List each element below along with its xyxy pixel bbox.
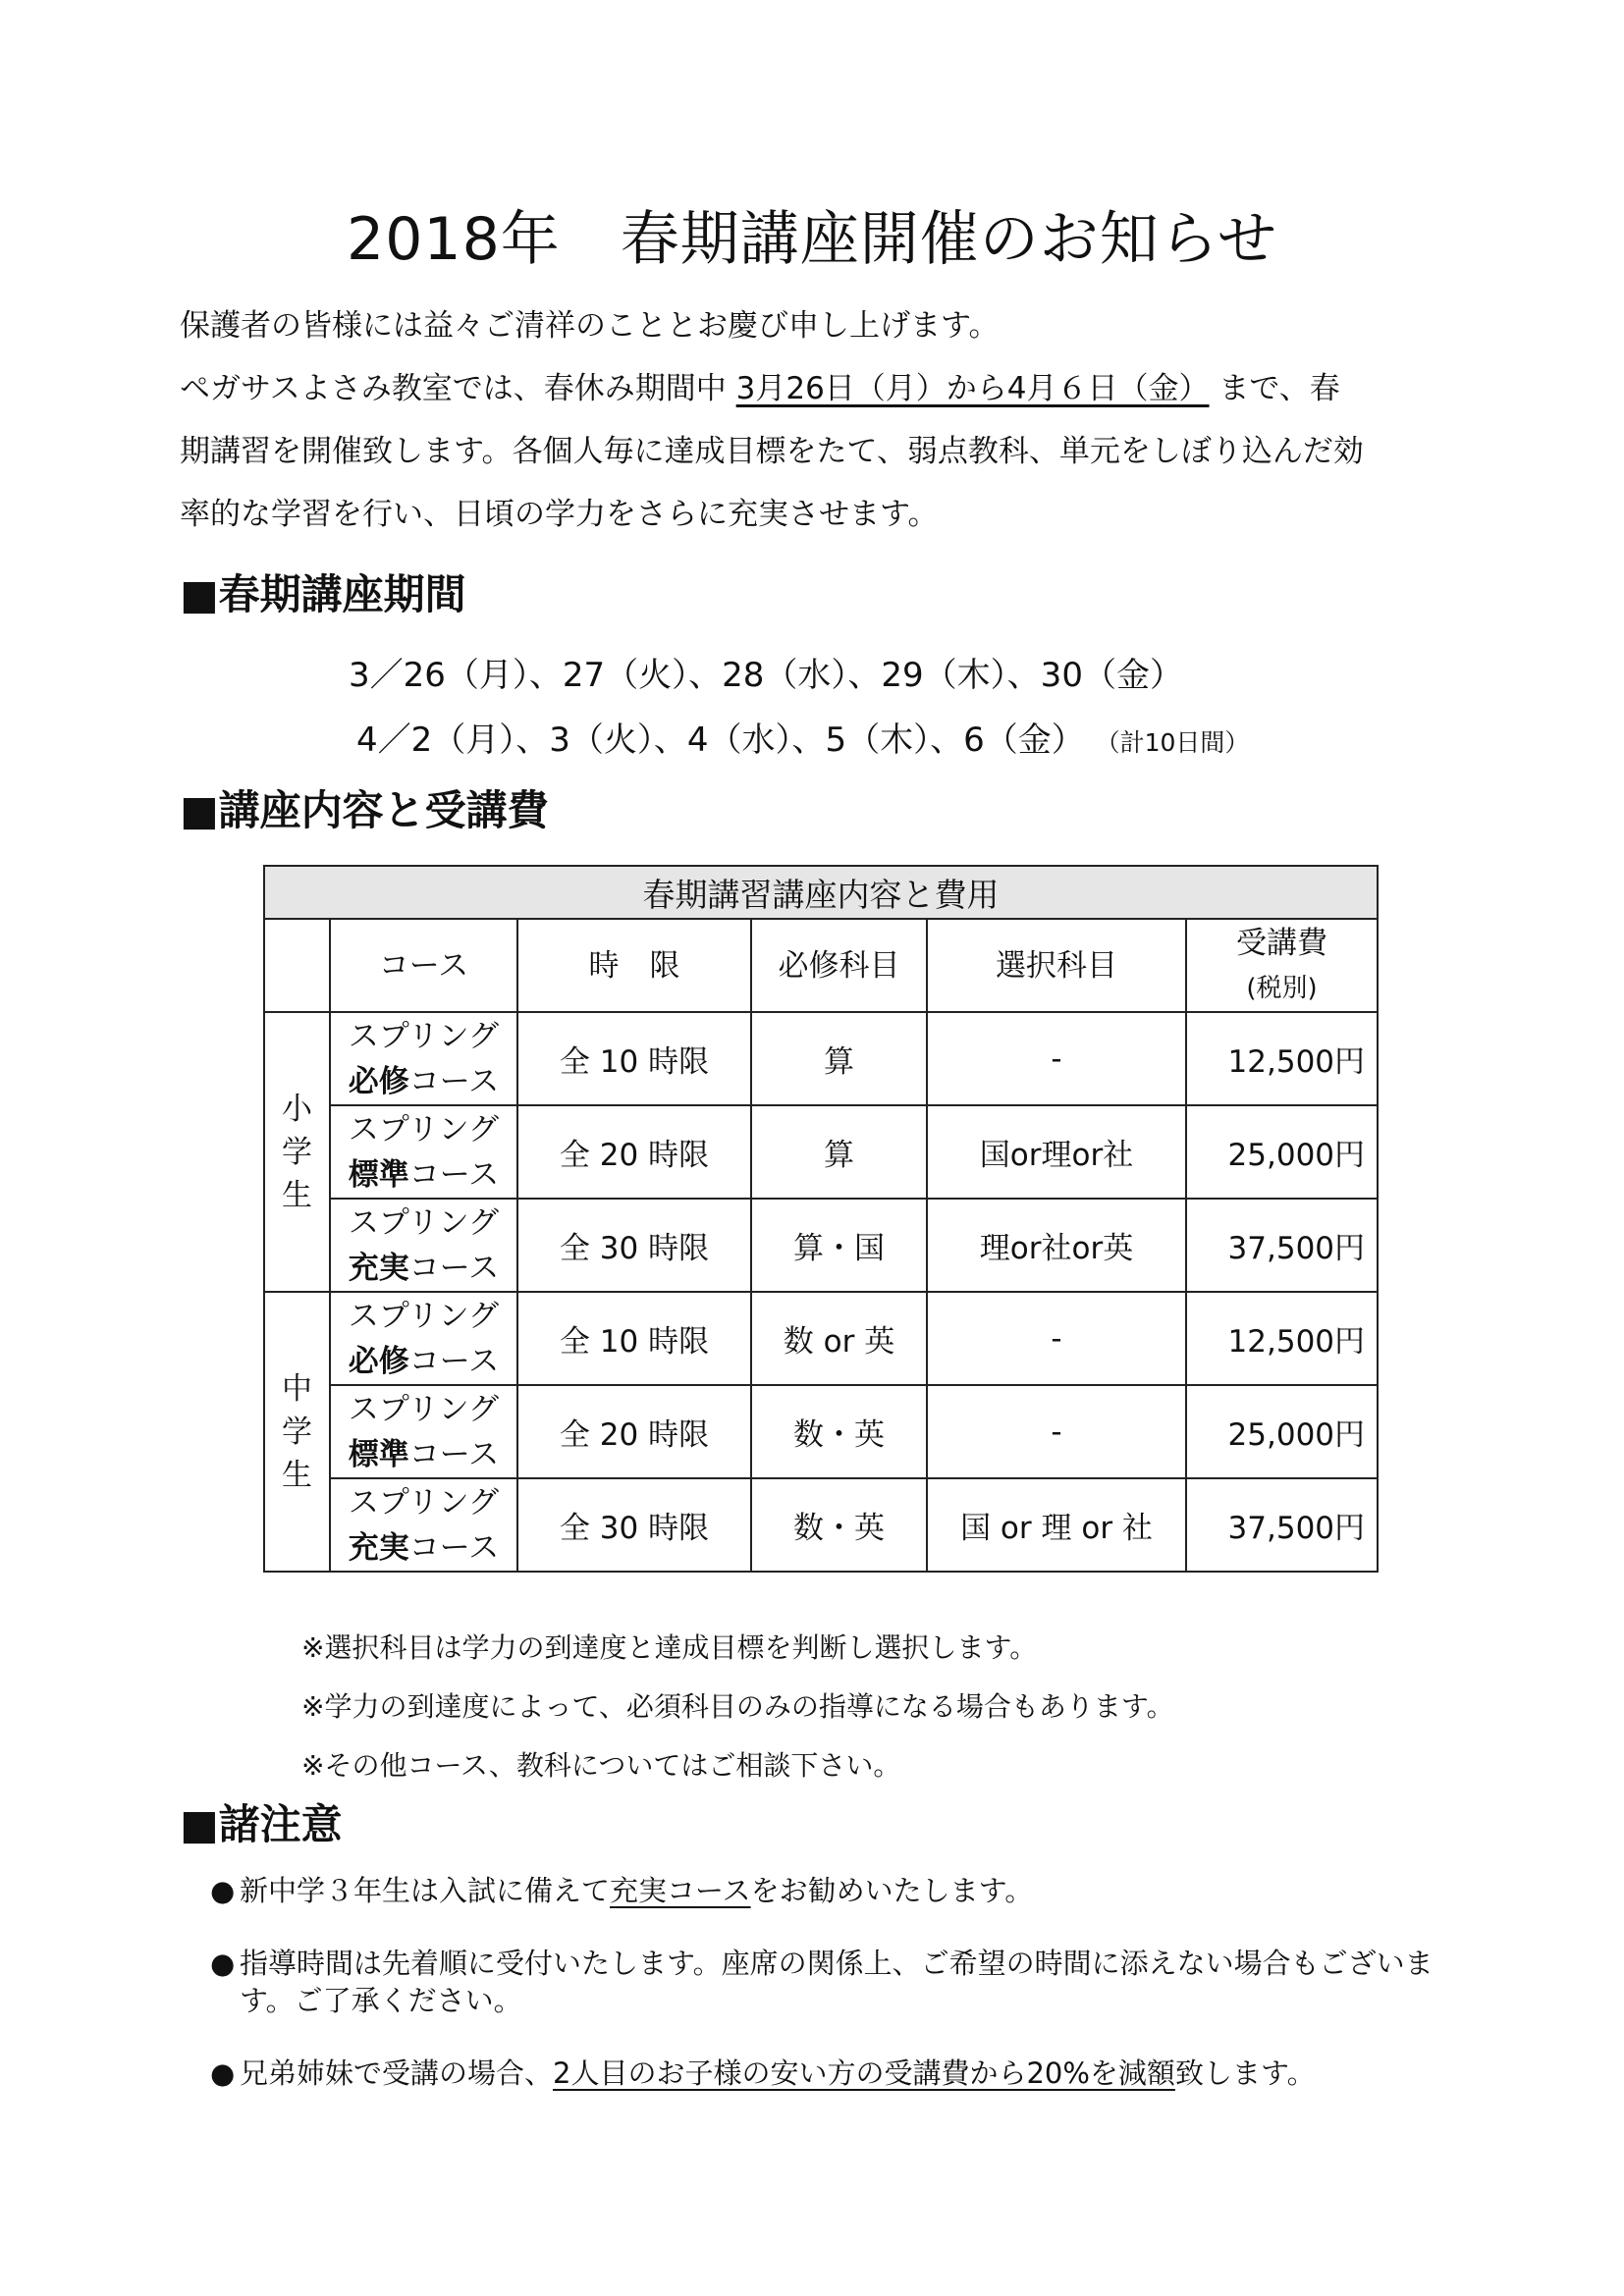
fee-cell: 12,500円 [1186,1292,1378,1385]
course-name-type: 標準 [348,1436,409,1472]
header-fee-tax-note: (税別) [1246,973,1318,1003]
elective-cell: 国or理or社 [927,1105,1186,1199]
caution-emphasis: 充実コース [610,1874,751,1907]
dates-row: 3／26（月）、27（火）、28（水）、29（木）、30（金） [349,656,1183,695]
required-cell: 算 [751,1105,927,1199]
table-caption: 春期講習講座内容と費用 [264,866,1378,919]
required-cell: 算・国 [751,1199,927,1292]
required-cell: 数 or 英 [751,1292,927,1385]
fee-cell: 12,500円 [1186,1012,1378,1105]
course-name-suffix: コース [408,1156,500,1193]
table-notes [301,1619,1174,1795]
caution-item [210,1872,1467,1909]
table-row [264,1385,1378,1478]
note-line: ※学力の到達度によって、必須科目のみの指導になる場合もあります。 [301,1690,1174,1723]
section-heading-cautions: ■諸注意 [180,1800,343,1848]
required-cell: 数・英 [751,1478,927,1572]
level-char: 学 [282,1414,312,1450]
course-name-top: スプリング [348,1484,500,1521]
caution-emphasis: 2人目のお子様の安い方の受講費から20%を減額 [553,2056,1175,2090]
intro-line: 保護者の皆様には益々ご清祥のこととお慶び申し上げます。 [180,308,1000,344]
course-name-type: 必修 [348,1343,409,1379]
intro-text: まで、春 [1209,371,1340,406]
level-char: 学 [282,1134,312,1170]
header-level [264,919,330,1012]
periods-cell: 全 30 時限 [517,1478,751,1572]
level-char: 中 [282,1370,312,1407]
total-days-note: （計10日間） [1095,728,1250,757]
cautions-list [210,1872,1467,2092]
required-cell: 算 [751,1012,927,1105]
course-name-suffix: コース [408,1343,500,1379]
table-row [264,1292,1378,1385]
bullet-icon: ● [210,2056,236,2090]
level-junior-high [264,1292,330,1572]
course-name-type: 充実 [348,1529,409,1566]
note-line: ※その他コース、教科についてはご相談下さい。 [301,1749,901,1782]
section-heading-content: ■講座内容と受講費 [180,786,549,834]
bullet-icon: ● [210,1874,236,1907]
course-name-top: スプリング [348,1391,500,1427]
note-line: ※選択科目は学力の到達度と達成目標を判断し選択します。 [301,1631,1038,1664]
course-name-suffix: コース [408,1063,500,1099]
periods-cell: 全 20 時限 [517,1105,751,1199]
intro-paragraph [180,294,1456,546]
bullet-icon: ● [210,1947,236,1980]
course-name [330,1012,517,1105]
level-elementary [264,1012,330,1292]
course-name-top: スプリング [348,1204,500,1241]
elective-cell: 理or社or英 [927,1199,1186,1292]
fee-cell: 25,000円 [1186,1105,1378,1199]
intro-line: 率的な学習を行い、日頃の学力をさらに充実させます。 [180,497,939,532]
intro-line: 期講習を開催致します。各個人毎に達成目標をたて、弱点教科、単元をしぼり込んだ効 [180,434,1364,469]
course-name-top: スプリング [348,1018,500,1054]
intro-text: ペガサスよさみ教室では、春休み期間中 [180,371,736,406]
course-name-type: 必修 [348,1063,409,1099]
course-name [330,1199,517,1292]
course-name-top: スプリング [348,1111,500,1148]
elective-cell: - [927,1292,1186,1385]
page-title: 2018年 春期講座開催のお知らせ [347,205,1277,274]
periods-cell: 全 10 時限 [517,1292,751,1385]
table-row [264,1012,1378,1105]
table-row [264,1105,1378,1199]
intro-line [180,357,1456,420]
course-name-suffix: コース [408,1529,500,1566]
periods-cell: 全 30 時限 [517,1199,751,1292]
schedule-dates [349,643,1249,775]
header-elective: 選択科目 [927,919,1186,1012]
course-name-top: スプリング [348,1298,500,1334]
course-name [330,1385,517,1478]
course-name-suffix: コース [408,1250,500,1286]
table-row [264,1478,1378,1572]
level-char: 小 [282,1091,312,1127]
header-fee [1186,919,1378,1012]
required-cell: 数・英 [751,1385,927,1478]
course-name [330,1478,517,1572]
caution-text-part: 新中学３年生は入試に備えて [240,1874,611,1907]
periods-cell: 全 10 時限 [517,1012,751,1105]
course-name-suffix: コース [408,1436,500,1472]
course-dates: 3月26日（月）から4月６日（金） [735,371,1210,406]
fee-cell: 25,000円 [1186,1385,1378,1478]
caution-text [240,1872,1033,1909]
level-char: 生 [282,1457,312,1493]
caution-text-part: をお勧めいたします。 [750,1874,1034,1907]
dates-text: 4／2（月）、3（火）、4（水）、5（木）、6（金） [356,721,1085,760]
section-heading-period: ■春期講座期間 [180,570,466,618]
fee-table [263,865,1379,1573]
caution-text-part: 致します。 [1174,2056,1316,2090]
elective-cell: - [927,1385,1186,1478]
elective-cell: - [927,1012,1186,1105]
header-course: コース [330,919,517,1012]
course-name [330,1105,517,1199]
fee-cell: 37,500円 [1186,1199,1378,1292]
caution-text: 指導時間は先着順に受付いたします。座席の関係上、ご希望の時間に添えない場合もございます。ご了承ください。 [240,1947,1434,2017]
level-char: 生 [282,1177,312,1213]
caution-item [210,1945,1467,2019]
dates-row [349,708,1249,775]
caution-text-part: 兄弟姉妹で受講の場合、 [240,2056,554,2090]
header-required: 必修科目 [751,919,927,1012]
elective-cell: 国 or 理 or 社 [927,1478,1186,1572]
caution-text [240,2055,1316,2092]
header-periods: 時 限 [517,919,751,1012]
fee-cell: 37,500円 [1186,1478,1378,1572]
header-fee-label: 受講費 [1236,925,1328,961]
periods-cell: 全 20 時限 [517,1385,751,1478]
course-name [330,1292,517,1385]
course-name-type: 充実 [348,1250,409,1286]
caution-item [210,2055,1467,2092]
course-name-type: 標準 [348,1156,409,1193]
table-row [264,1199,1378,1292]
